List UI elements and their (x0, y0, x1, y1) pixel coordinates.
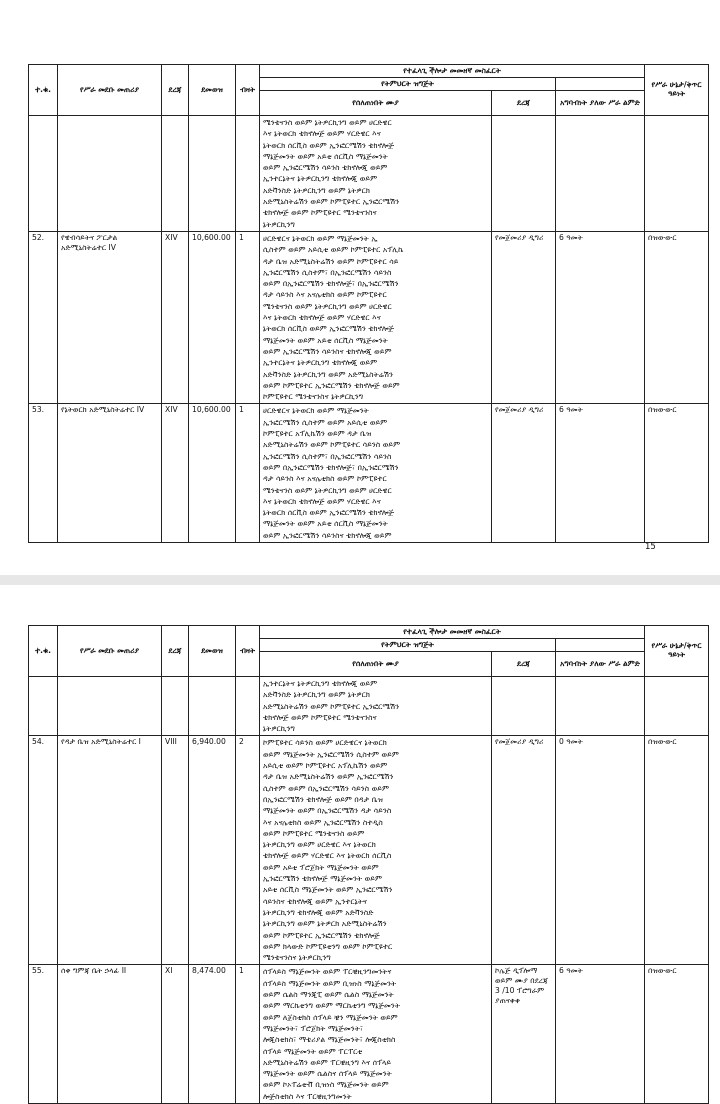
row-number: 54. (29, 736, 58, 965)
field-of-study-line: ኔትዎርኪንግ ወይም ሀርድዌር እና ኔትወርክ (263, 840, 376, 850)
field-of-study-line: ወይም አይቲ ፕሮጀክት ማኔጅመንት ወይም (263, 862, 379, 872)
col-header-grade: ደረጃ (162, 626, 189, 677)
field-of-study-line: ማኔጅመንት ወይም በኢንፎርሜሽን ዳታ ሳይንስ (263, 806, 392, 816)
page-number: 15 (645, 542, 656, 552)
col-header-required-qualification: የተፈላጊ ችሎታ መመዘኛ መስፈርት (260, 626, 645, 639)
col-header-required-qualification: የተፈላጊ ችሎታ መመዘኛ መስፈርት (260, 65, 645, 78)
job-title (58, 116, 162, 232)
job-salary (189, 677, 236, 736)
row-number: 53. (29, 404, 58, 543)
field-of-study-line: ወይም ክላውድ ኮምፒዩቲንግ ወይም ኮምፒዩተር (263, 941, 393, 951)
col-header-employment-type: የሥራ ሁኔታ/ቅጥር ዓይነት (645, 65, 709, 116)
field-of-study-line: ሀርድዌርና ኔትወርክ ወይም ማኔጅመንት ኢ (263, 233, 378, 243)
education-level (492, 116, 556, 232)
employment-type: በዝውውር (645, 736, 709, 965)
field-of-study-line: ወይም ኢንፎርሜሽን ሳይንስና ቴክኖሎጂ ወይም (263, 346, 392, 356)
field-of-study-line: ኔትዎርኪንግ (263, 724, 295, 734)
col-header-blank (556, 639, 645, 652)
field-of-study-line: ወይም ኢንፎርሜሽን ሳይንስ ቴክኖሎጂ ወይም (263, 163, 388, 173)
field-of-study (260, 965, 492, 1104)
field-of-study-line: ወይም ኮምፒዩተር ኢንፎርሜሽን ቴክኖሎጅ ወይም (263, 380, 400, 390)
education-level (492, 677, 556, 736)
work-experience (556, 677, 645, 736)
field-of-study-line: አይቲ ሰርቪስ ማኔጅመንት ወይም ኢንፎርሜሽን (263, 885, 393, 895)
field-of-study-line: ሜንቴናንስ ወይም ኔትዎርኪንግ ወይም ሀርድዌር (263, 301, 392, 311)
col-header-level: ደረጃ (492, 91, 556, 116)
field-of-study-line: ሜንቴናንስና ኔትዎርኪንግ (263, 953, 331, 963)
field-of-study-line: ኔትወርክ ሰርቪስ ወይም ኢንፎርሜሽን ቴክኖሎጅ (263, 508, 395, 518)
education-level: የመጀመሪያ ዲግሪ (492, 404, 556, 543)
job-title: የዌብሳይትና ፖርታል አድሚኒስትሬተር IV (58, 231, 162, 403)
job-salary: 8,474.00 (189, 965, 236, 1104)
field-of-study-line: ቴክኖሎጅ ወይም ኮምፒዩተር ሜንቴናንስና (263, 208, 377, 218)
field-of-study (260, 404, 492, 543)
col-header-level: ደረጃ (492, 652, 556, 677)
field-of-study-line: ኢንፎርሜሽን ሲስተም ወይም አይሲቲ ወይም (263, 417, 388, 427)
field-of-study-line: ወይም ኮምፒዩተር ኢንፎርሜሽን ቴክኖሎጅ (263, 930, 380, 940)
field-of-study-line: ማኔጅመንት ወይም አይቲ ሰርቪስ ማኔጅመንት (263, 151, 388, 161)
field-of-study-line: አድሚኒስትሬሽን ወይም ኮምፒዩተር ኢንፎርሜሽን (263, 701, 400, 711)
field-of-study-line: ወይም ማርኬቲንግ ወይም ማርኬቲንግ ማኔጅመንት (263, 1001, 400, 1011)
table-row (29, 736, 709, 965)
field-of-study-line: ዳታ ቤዝ አድሚኒስትሬሽን ወይም ኢንፎርሜሽን (263, 772, 394, 782)
field-of-study-line: ወይም ኮኦፐሬቲቭ ቢዝነስ ማኔጅመንት ወይም (263, 1080, 389, 1090)
col-header-experience: አግባብነት ያለው ሥራ ልምድ (556, 652, 645, 677)
field-of-study-line: ኔትወርክ ሰርቪስ ወይም ኢንፎርሜሽን ቴክኖሎጅ (263, 324, 395, 334)
job-count: 2 (236, 736, 260, 965)
field-of-study-line: ወይም በኢንፎርሜሽን ቴክኖሎጅ፣ በኢንፎርሜሽን (263, 462, 399, 472)
education-level: የመጀመሪያ ዲግሪ (492, 231, 556, 403)
work-experience: 6 ዓመት (556, 404, 645, 543)
field-of-study-line: ሲስተም ወይም አይሲቲ ወይም ኮምፒዩተር አፕሊኬ (263, 245, 404, 255)
field-of-study-line: ቴክኖሎጅ ወይም ሃርድዌር እና ኔትወርክ ሰርቪስ (263, 851, 392, 861)
work-experience: 0 ዓመት (556, 736, 645, 965)
job-grade: VIII (162, 736, 189, 965)
col-header-count: ብዛት (236, 65, 260, 116)
table-row (29, 677, 709, 736)
field-of-study-line: ሎጂስቲክስ፣ ማቴሪያል ማኔጅመንት፣ ሎጂስቲክስ (263, 1035, 396, 1045)
col-header-grade: ደረጃ (162, 65, 189, 116)
field-of-study (260, 231, 492, 403)
col-header-job-title: የሥራ መደቡ መጠሪያ (58, 65, 162, 116)
job-title: የዳታ ቤዝ አድሚኒስትሬተር I (58, 736, 162, 965)
row-number: 52. (29, 231, 58, 403)
employment-type: በዝውውር (645, 231, 709, 403)
job-count (236, 116, 260, 232)
field-of-study-line: አይሲቲ ወይም ኮምፒዩተር አፕሊኬሽን ወይም (263, 761, 388, 771)
job-count: 1 (236, 404, 260, 543)
job-count (236, 677, 260, 736)
field-of-study-line: ኮምፒዩተር አፕሊኬሽን ወይም ዳታ ቤዝ (263, 429, 372, 439)
field-of-study-line: ዳታ ቤዝ አድሚኒስትሬሽን ወይም ኮምፒዩተር ሳይ (263, 256, 399, 266)
education-level: የመጀመሪያ ዲግሪ (492, 736, 556, 965)
col-header-education-level: የትምህርት ዝግጅት (260, 78, 556, 91)
field-of-study-line: ሜንቴናንስ ወይም ኔትዎርኪንግ ወይም ሀርድዌር (263, 118, 392, 127)
field-of-study-line: ኔትዎርኪንግ ወይም ኔትዎርክ አድሚኒስትሬሽን (263, 919, 387, 929)
field-of-study-line: ማኔጅመንት ወይም አይቲ ሰርቪስ ማኔጅመንት (263, 335, 388, 345)
employment-type: በዝውውር (645, 965, 709, 1104)
field-of-study-line: ኢንተርኔትና ኔትዎርኪንግ ቴክኖሎጂ ወይም (263, 358, 378, 368)
field-of-study-line: ሜንቴናንስ ወይም ኔትዎርኪንግ ወይም ሀርድዌር (263, 485, 392, 495)
job-salary: 6,940.00 (189, 736, 236, 965)
field-of-study-line: አድቫንስድ ኔትዎርኪንግ ወይም አድሚኒስትሬሽን (263, 369, 393, 379)
col-header-education-level: የትምህርት ዝግጅት (260, 639, 556, 652)
job-salary (189, 116, 236, 232)
field-of-study-line: ማኔጅመንት ወይም ሴልስና ሰፕላይ ማኔጅመንት (263, 1069, 392, 1079)
row-number (29, 677, 58, 736)
field-of-study-line: አድቫንስድ ኔትዎርኪንግ ወይም ኔትዎርክ (263, 690, 370, 700)
document-page-2 (0, 585, 720, 1104)
job-title: የኔትወርክ አድሚኒስትሬተር IV (58, 404, 162, 543)
field-of-study-line: ሲስተም ወይም በኢንፎርሜሽን ሳይንስ ወይም (263, 783, 389, 793)
col-header-number: ተ.ቁ. (29, 65, 58, 116)
field-of-study-line: እና ኔትወርክ ቴክኖሎጅ ወይም ሃርድዌር እና (263, 496, 381, 506)
field-of-study-line: አድሚኒስትሬሽን ወይም ኮምፒዩተር ኢንፎርሜሽን (263, 197, 400, 207)
table-row (29, 404, 709, 543)
col-header-blank (556, 78, 645, 91)
table-row (29, 965, 709, 1104)
col-header-salary: ደመወዝ (189, 626, 236, 677)
employment-type: በዝውውር (645, 404, 709, 543)
field-of-study (260, 116, 492, 232)
job-count: 1 (236, 231, 260, 403)
col-header-number: ተ.ቁ. (29, 626, 58, 677)
field-of-study-line: ኮምፒዩተር ሳይንስ ወይም ሀርድዌርና ኔትወርክ (263, 738, 387, 748)
field-of-study-line: ቴክኖሎጅ ወይም ኮምፒዩተር ሜንቴናንስና (263, 712, 377, 722)
col-header-employment-type: የሥራ ሁኔታ/ቅጥር ዓይነት (645, 626, 709, 677)
col-header-count: ብዛት (236, 626, 260, 677)
field-of-study-line: ኮምፒዩተር ሜንቴናንስና ኔትዎርኪንግ (263, 392, 364, 402)
job-grade: XIV (162, 231, 189, 403)
field-of-study-line: ኢንፎርሜሽን ሲስተም፣ በኢንፎርሜሽን ሳይንስ (263, 267, 392, 277)
field-of-study-line: ኢንፎርሜሽን ቴክኖሎጅ ማኔጅመንት ወይም (263, 874, 382, 884)
field-of-study-line: እና ኔትወርክ ቴክኖሎጅ ወይም ሃርድዌር እና (263, 129, 381, 139)
job-title (58, 677, 162, 736)
field-of-study-line: ወይም ኢንፎርሜሽን ሳይንስና ቴክኖሎጂ ወይም (263, 530, 392, 540)
job-salary: 10,600.00 (189, 231, 236, 403)
field-of-study-line: በኢንፎርሜሽን ቴክኖሎጅ ወይም በዳታ ቤዝ (263, 794, 383, 804)
table-row (29, 231, 709, 403)
field-of-study-line: ወይም ኮምፒዩተር ሜንቴናንስ ወይም (263, 828, 365, 838)
field-of-study-line: ኔትዎርኪንግ ቴክኖሎጂ ወይም አድቫንስድ (263, 907, 374, 917)
col-header-job-title: የሥራ መደቡ መጠሪያ (58, 626, 162, 677)
field-of-study-line: ኔትዎርኪንግ (263, 219, 295, 229)
field-of-study-line: እና ኔትወርክ ቴክኖሎጅ ወይም ሃርድዌር እና (263, 313, 381, 323)
field-of-study-line: አድቫንስድ ኔትዎርኪንግ ወይም ኔትዎርክ (263, 185, 370, 195)
row-number: 55. (29, 965, 58, 1104)
field-of-study-line: ሎጅስቲክስ እና ፐርቼዚንግመንት (263, 1091, 352, 1101)
work-experience: 6 ዓመት (556, 231, 645, 403)
field-of-study-line: እና አናሌቲክስ ወይም ኢንፎርሜሽን ስተዲስ (263, 817, 383, 827)
job-title: ሰቀ ግምጃ ቤት ኃላፊ II (58, 965, 162, 1104)
field-of-study-line: ማኔጅመንት ወይም አይቲ ሰርቪስ ማኔጅመንት (263, 519, 388, 529)
field-of-study-line: አድሚኒስትሬሽን ወይም ፐርቼዚንግ እና ሰፕላይ (263, 1057, 392, 1067)
field-of-study-line: ዳታ ሳይንስ እና አናሌቲክስ ወይም ኮምፒዩተር (263, 290, 387, 300)
job-grade: XI (162, 965, 189, 1104)
work-experience: 6 ዓመት (556, 965, 645, 1104)
job-salary: 10,600.00 (189, 404, 236, 543)
table-row (29, 116, 709, 232)
col-header-field-of-study: የሰለጠነበት ሙያ (260, 91, 492, 116)
field-of-study-line: ወይም ሴልስ ማንጂፒ ወይም ሴልስ ማኔጅመንት (263, 990, 394, 1000)
col-header-field-of-study: የሰለጠነበት ሙያ (260, 652, 492, 677)
field-of-study-line: ሳይንስና ቴክኖሎጂ ወይም ኢንተርኔትና (263, 896, 367, 906)
field-of-study-line: ወይም ለጀስቲክስ ሰፕላይ ቼን ማኔጅመንት ወይም (263, 1012, 398, 1022)
work-experience (556, 116, 645, 232)
field-of-study-line: ሀርድዌርና ኔትወርክ ወይም ማኔጅመንት (263, 406, 369, 416)
field-of-study-line: ሰፕላይ ማኔጅመንት ወይም ፐርፐርቲ (263, 1046, 363, 1056)
col-header-experience: አግባብነት ያለው ሥራ ልምድ (556, 91, 645, 116)
job-count: 1 (236, 965, 260, 1104)
field-of-study-line: ኢንፎርሜሽን ሲስተም፣ በኢንፎርሜሽን ሳይንስ (263, 451, 392, 461)
education-level: ኮሌጅ ዲፕሎማ ወይም ሙያ በደረጃ 3 /10 ፕሮግራም ያጠናቀቀ (492, 965, 556, 1104)
employment-type (645, 116, 709, 232)
field-of-study-line: ሰፕላይስ ማኔጅመንት ወይም ፐርቼዚንግመንትና (263, 967, 392, 977)
field-of-study-line: ኢንተርኔትና ኔትዎርኪንግ ቴክኖሎጂ ወይም (263, 679, 378, 688)
field-of-study (260, 736, 492, 965)
field-of-study-line: ማኔጅመንት፣ ፕሮጀክት ማኔጅመንት፣ (263, 1023, 364, 1033)
field-of-study-line: ወይም ማኔጅመንት ኢንፎርሜሽን ሲስተም ወይም (263, 749, 399, 759)
job-grade: XIV (162, 404, 189, 543)
job-grade (162, 677, 189, 736)
job-requirements-table (28, 64, 709, 543)
row-number (29, 116, 58, 232)
field-of-study-line: ኔትወርክ ሰርቪስ ወይም ኢንፎርሜሽን ቴክኖሎጅ (263, 140, 395, 150)
job-grade (162, 116, 189, 232)
field-of-study (260, 677, 492, 736)
field-of-study-line: ዳታ ሳይንስ እና አናሌቲክስ ወይም ኮምፒዩተር (263, 474, 387, 484)
job-requirements-table (28, 625, 709, 1104)
employment-type (645, 677, 709, 736)
field-of-study-line: ኢንተርኔትና ኔትዎርኪንግ ቴክኖሎጂ ወይም (263, 174, 378, 184)
field-of-study-line: ወይም በኢንፎርሜሽን ቴክኖሎጅ፣ በኢንፎርሜሽን (263, 279, 399, 289)
col-header-salary: ደመወዝ (189, 65, 236, 116)
field-of-study-line: አድሚኒስትሬሽን ወይም ኮምፒዩተር ሳይንስ ወይም (263, 440, 401, 450)
field-of-study-line: ሰፕላይስ ማኔጅመንት ወይም ቢዝነስ ማኔጅመንት (263, 978, 397, 988)
